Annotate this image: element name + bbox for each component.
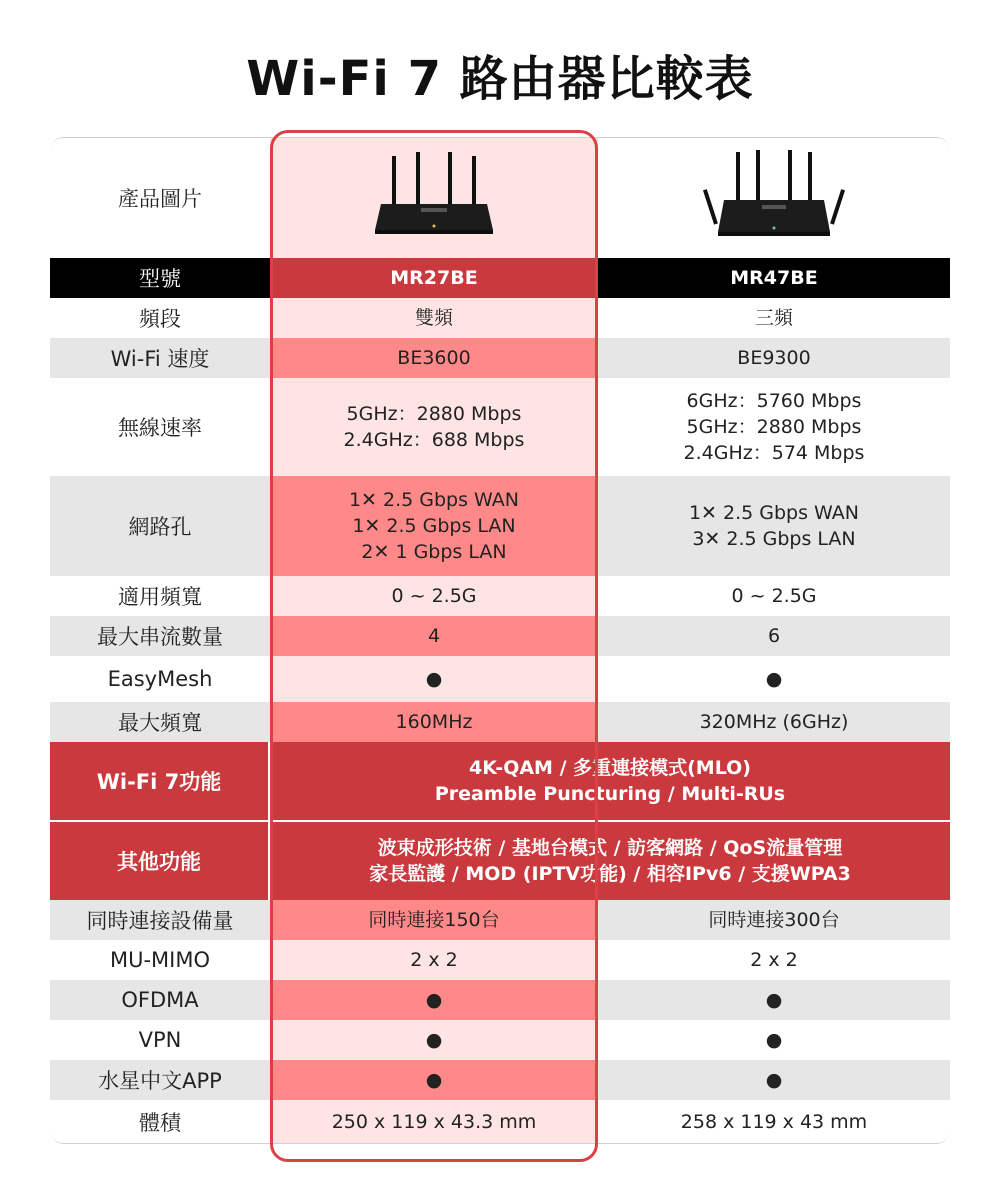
row-band xyxy=(50,298,950,338)
row-vpn xyxy=(50,1020,950,1060)
row-model xyxy=(50,258,950,298)
row-app xyxy=(50,1060,950,1100)
easymesh-label: EasyMesh xyxy=(107,667,213,691)
maxband-mr27be: 160MHz xyxy=(395,711,473,733)
row-easymesh xyxy=(50,656,950,702)
ofdma-mr27be-dot: ● xyxy=(425,989,443,1011)
bandwidth-mr47be: 0 ~ 2.5G xyxy=(731,585,817,607)
streams-mr47be: 6 xyxy=(767,625,781,647)
ofdma-mr47be-dot: ● xyxy=(765,989,783,1011)
wifi7-label: Wi-Fi 7功能 xyxy=(96,770,222,794)
row-ports xyxy=(50,476,950,576)
row-bandwidth xyxy=(50,576,950,616)
row-size xyxy=(50,1100,950,1143)
photo-label-text: 產品圖片 xyxy=(118,187,202,211)
vpn-mr47be-dot: ● xyxy=(765,1029,783,1051)
other-label: 其他功能 xyxy=(117,850,201,874)
router-mr27be-image xyxy=(359,148,509,248)
mumimo-label: MU-MIMO xyxy=(109,948,211,972)
wifi7-value: 4K-QAM / 多重連接模式(MLO) Preamble Puncturing / Multi-RUs xyxy=(434,757,786,805)
vpn-label: VPN xyxy=(138,1028,182,1052)
row-speed xyxy=(50,338,950,378)
bandwidth-label: 適用頻寬 xyxy=(118,585,202,609)
row-other xyxy=(50,822,950,900)
ofdma-label: OFDMA xyxy=(121,988,199,1012)
app-mr47be-dot: ● xyxy=(765,1069,783,1091)
size-label: 體積 xyxy=(139,1110,181,1135)
bandwidth-mr27be: 0 ~ 2.5G xyxy=(391,585,477,607)
router-mr47be-image xyxy=(694,148,854,248)
maxband-label: 最大頻寬 xyxy=(118,711,202,735)
devices-mr27be: 同時連接150台 xyxy=(368,909,500,931)
streams-label: 最大串流數量 xyxy=(97,625,223,649)
page-title: Wi-Fi 7 路由器比較表 xyxy=(246,51,754,107)
speed-label: Wi-Fi 速度 xyxy=(110,347,210,371)
rate-mr27be: 5GHz：2880 Mbps 2.4GHz：688 Mbps xyxy=(343,403,525,451)
row-wifi7 xyxy=(50,742,950,820)
app-label: 水星中文APP xyxy=(98,1069,222,1093)
rate-mr47be: 6GHz：5760 Mbps 5GHz：2880 Mbps 2.4GHz：574 Mbps xyxy=(683,390,865,464)
speed-mr27be: BE3600 xyxy=(397,347,471,369)
devices-mr47be: 同時連接300台 xyxy=(708,909,840,931)
mumimo-mr27be: 2 x 2 xyxy=(410,949,458,971)
ports-mr47be: 1✕ 2.5 Gbps WAN 3✕ 2.5 Gbps LAN xyxy=(688,502,860,550)
speed-mr47be: BE9300 xyxy=(737,347,811,369)
photo-label xyxy=(50,138,270,258)
devices-label: 同時連接設備量 xyxy=(86,909,234,933)
model-mr47be xyxy=(598,258,950,298)
mumimo-mr47be: 2 x 2 xyxy=(750,949,798,971)
row-devices xyxy=(50,900,950,940)
other-value: 波束成形技術 / 基地台模式 / 訪客網路 / QoS流量管理 家長監護 / MOD (IPTV功能) / 相容IPv6 / 支援WPA3 xyxy=(369,837,851,885)
size-mr47be: 258 x 119 x 43 mm xyxy=(680,1110,868,1133)
ports-mr27be: 1✕ 2.5 Gbps WAN 1✕ 2.5 Gbps LAN 2✕ 1 Gbps LAN xyxy=(348,489,520,563)
model-mr27be-text: MR27BE xyxy=(390,267,478,289)
band-label: 頻段 xyxy=(139,307,181,331)
row-mumimo xyxy=(50,940,950,980)
band-mr27be: 雙頻 xyxy=(414,307,453,329)
row-maxband xyxy=(50,702,950,742)
easymesh-mr27be-dot: ● xyxy=(425,668,443,690)
photo-mr47be xyxy=(598,138,950,258)
row-rate xyxy=(50,378,950,476)
photo-mr27be xyxy=(270,138,598,258)
size-mr27be: 250 x 119 x 43.3 mm xyxy=(331,1110,537,1133)
model-label-text: 型號 xyxy=(139,267,181,291)
rate-label: 無線速率 xyxy=(118,416,202,440)
model-mr47be-text: MR47BE xyxy=(730,267,818,289)
row-photo xyxy=(50,138,950,258)
model-mr27be xyxy=(270,258,598,298)
row-ofdma xyxy=(50,980,950,1020)
ports-label: 網路孔 xyxy=(128,515,192,539)
app-mr27be-dot: ● xyxy=(425,1069,443,1091)
streams-mr27be: 4 xyxy=(427,625,441,647)
maxband-mr47be: 320MHz (6GHz) xyxy=(699,711,849,733)
band-mr47be: 三頻 xyxy=(754,307,793,329)
model-label xyxy=(50,258,270,298)
row-streams xyxy=(50,616,950,656)
vpn-mr27be-dot: ● xyxy=(425,1029,443,1051)
easymesh-mr47be-dot: ● xyxy=(765,668,783,690)
